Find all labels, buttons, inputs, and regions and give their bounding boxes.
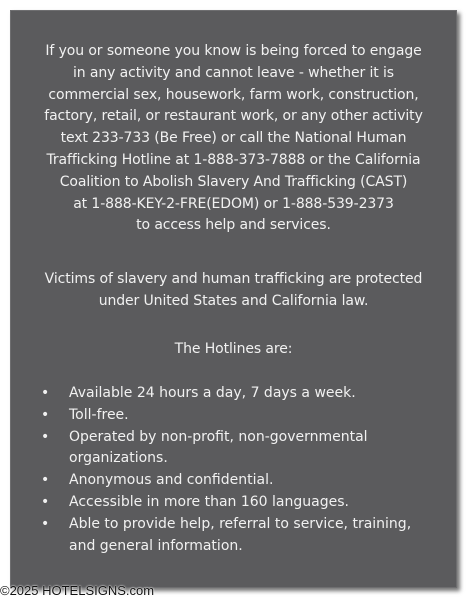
list-item [11, 514, 456, 558]
intro-line: commercial sex, housework, farm work, construction, [48, 86, 419, 103]
intro-line: text 233-733 (Be Free) or call the National Human [60, 130, 407, 147]
list-item-text: Available 24 hours a day, 7 days a week. [69, 385, 356, 401]
intro-line: in any activity and cannot leave - whether it is [72, 64, 395, 81]
protection-line: Victims of slavery and human trafficking are protected [44, 271, 423, 287]
bullet-icon: • [41, 406, 50, 423]
list-item-text: Toll-free. [69, 406, 129, 423]
intro-line: to access help and services. [136, 217, 331, 234]
list-item-text: Operated by non-profit, non-governmental [69, 428, 368, 445]
bullet-icon: • [41, 385, 50, 401]
bullet-icon: • [41, 472, 50, 489]
bullet-icon: • [41, 493, 50, 510]
list-item-text: organizations. [69, 450, 168, 467]
list-item-text: Anonymous and confidential. [69, 472, 274, 489]
intro-line: Trafficking Hotline at 1-888-373-7888 or the California [46, 151, 421, 168]
list-item [11, 383, 456, 405]
list-item [11, 492, 456, 514]
sign-panel [10, 10, 457, 588]
intro-line: at 1-888-KEY-2-FRE(EDOM) or 1-888-539-2373 [73, 195, 394, 212]
hotlines-heading: The Hotlines are: [174, 341, 293, 357]
bullet-icon: • [41, 428, 50, 445]
intro-line: factory, retail, or restaurant work, or any other activity [44, 108, 423, 125]
hotline-features-list [11, 383, 456, 557]
list-item-text: Able to provide help, referral to service, training, [69, 515, 412, 532]
protection-paragraph [11, 269, 456, 313]
intro-line: Coalition to Abolish Slavery And Trafficking (CAST) [59, 173, 408, 190]
list-item-text: Accessible in more than 160 languages. [69, 493, 349, 510]
bullet-icon: • [41, 515, 50, 532]
intro-line: If you or someone you know is being forced to engage [45, 43, 422, 59]
copyright-watermark: ©2025 HOTELSIGNS.com [0, 583, 155, 598]
list-item [11, 427, 456, 471]
protection-line: under United States and California law. [98, 292, 369, 309]
list-item [11, 405, 456, 427]
list-item [11, 470, 456, 492]
intro-paragraph [11, 41, 456, 237]
list-item-text: and general information. [69, 537, 243, 554]
